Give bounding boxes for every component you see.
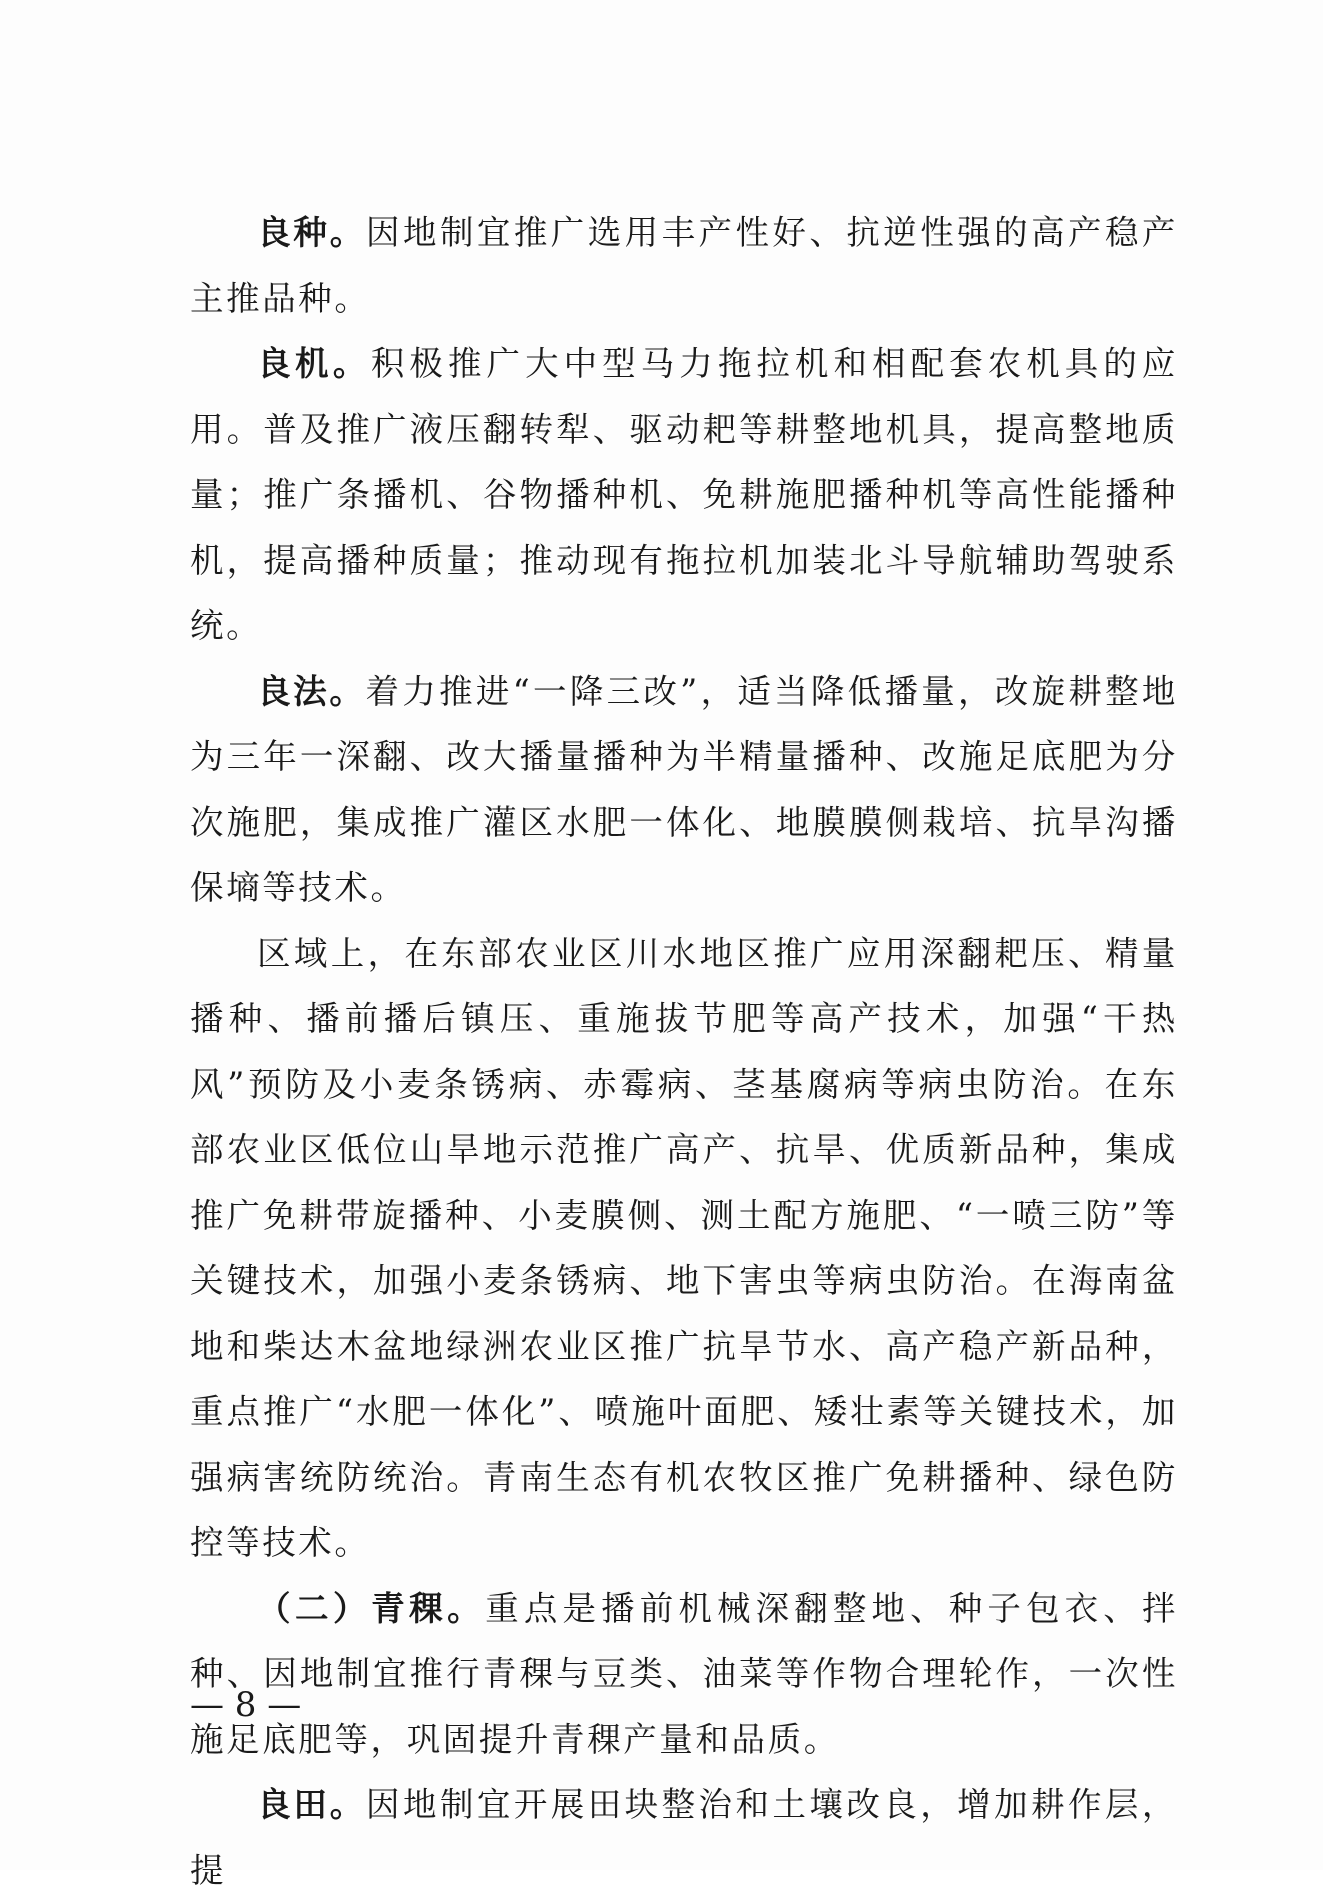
paragraph-lead: 良田。 <box>257 1785 367 1824</box>
paragraph-liangzhong <box>190 200 1178 331</box>
paragraph-qingke <box>190 1576 1178 1773</box>
body-text <box>190 200 1178 1903</box>
paragraph-lead: 良种。 <box>257 213 367 252</box>
paragraph-liangtian <box>190 1772 1178 1903</box>
paragraph-text: 积极推广大中型马力拖拉机和相配套农机具的应用。普及推广液压翻转犁、驱动耙等耕整地机具，提高整地质量；推广条播机、谷物播种机、免耕施肥播种机等高性能播种机，提高播种质量；推动现有拖拉机加装北斗导航辅助驾驶系统。 <box>190 344 1178 645</box>
paragraph-lead: 良机。 <box>257 344 371 383</box>
paragraph-text: 因地制宜开展田块整治和土壤改良，增加耕作层，提 <box>190 1785 1179 1890</box>
paragraph-liangji <box>190 331 1178 659</box>
paragraph-liangfa <box>190 659 1178 921</box>
paragraph-text: 区域上，在东部农业区川水地区推广应用深翻耙压、精量播种、播前播后镇压、重施拔节肥等高产技术，加强“干热风”预防及小麦条锈病、赤霉病、茎基腐病等病虫防治。在东部农业区低位山旱地示范推广高产、抗旱、优质新品种，集成推广免耕带旋播种、小麦膜侧、测土配方施肥、“一喷三防”等关键技术，加强小麦条锈病、地下害虫等病虫防治。在海南盆地和柴达木盆地绿洲农业区推广抗旱节水、高产稳产新品种，重点推广“水肥一体化”、喷施叶面肥、矮壮素等关键技术，加强病害统防统治。青南生态有机农牧区推广免耕播种、绿色防控等技术。 <box>190 933 1178 1562</box>
paragraph-text: 着力推进“一降三改”，适当降低播量，改旋耕整地为三年一深翻、改大播量播种为半精量播种、改施足底肥为分次施肥，集成推广灌区水肥一体化、地膜膜侧栽培、抗旱沟播保墒等技术。 <box>190 671 1179 907</box>
section-heading: （二）青稞。 <box>257 1588 486 1628</box>
page-number: — 8 — <box>190 1685 302 1725</box>
paragraph-lead: 良法。 <box>257 671 366 711</box>
paragraph-text: 因地制宜推广选用丰产性好、抗逆性强的高产稳产主推品种。 <box>190 213 1179 318</box>
paragraph-regional <box>190 921 1178 1576</box>
paragraph-text: 重点是播前机械深翻整地、种子包衣、拌种、因地制宜推行青稞与豆类、油菜等作物合理轮作，一次性施足底肥等，巩固提升青稞产量和品质。 <box>190 1588 1178 1759</box>
